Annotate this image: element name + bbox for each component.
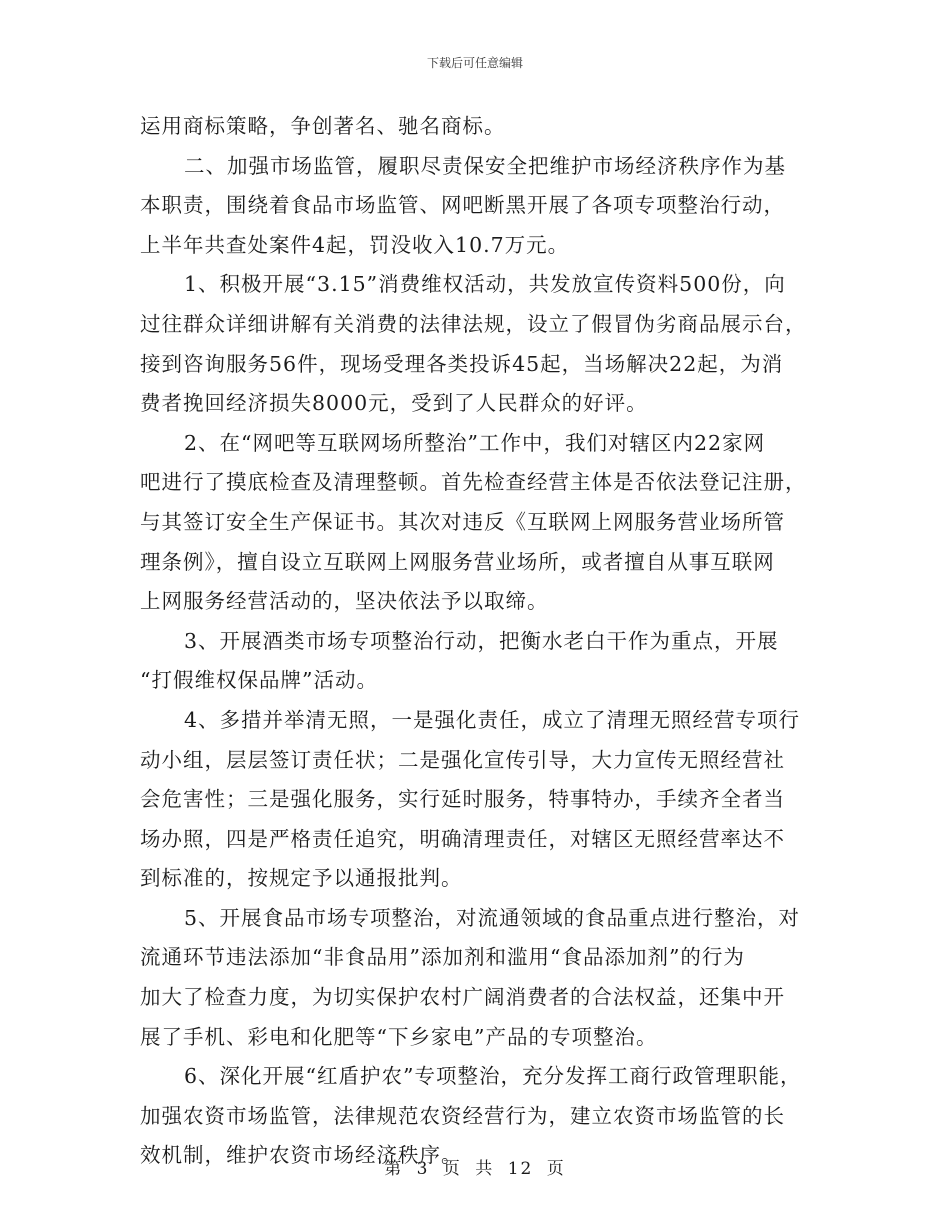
text-line: “打假维权保品牌”活动。 [140, 668, 378, 693]
text-line: 费者挽回经济损失8000元，受到了人民群众的好评。 [140, 391, 648, 416]
text-line: 加强农资市场监管，法律规范农资经营行为，建立农资市场监管的长 [140, 1103, 785, 1128]
text-line: 上网服务经营活动的，坚决依法予以取缔。 [140, 589, 549, 614]
text-line: 理条例》，擅自设立互联网上网服务营业场所，或者擅自从事互联网 [140, 549, 775, 574]
paragraph-start-line: 4、多措并举清无照，一是强化责任，成立了清理无照经营专项行 [184, 707, 801, 732]
paragraph-start-line: 2、在“网吧等互联网场所整治”工作中，我们对辖区内22家网 [184, 430, 766, 455]
paragraph-start-line: 3、开展酒类市场专项整治行动，把衡水老白干作为重点，开展 [184, 628, 779, 653]
paragraph-start-line: 1、积极开展“3.15”消费维权活动，共发放宣传资料500份，向 [184, 272, 786, 297]
text-line: 动小组，层层签订责任状；二是强化宣传引导，大力宣传无照经营社 [140, 747, 785, 772]
page-number-footer: 第 3 页 共 12 页 [384, 1159, 566, 1179]
text-line: 吧进行了摸底检查及清理整顿。首先检查经营主体是否依法登记注册， [140, 470, 807, 495]
text-line: 与其签订安全生产保证书。其次对违反《互联网上网服务营业场所管 [140, 509, 785, 534]
text-line: 效机制，维护农资市场经济秩序。 [140, 1143, 463, 1168]
text-line: 流通环节违法添加“非食品用”添加剂和滥用“食品添加剂”的行为 [140, 945, 745, 970]
text-line: 展了手机、彩电和化肥等“下乡家电”产品的专项整治。 [140, 1024, 658, 1049]
paragraph-start-line: 6、深化开展“红盾护农”专项整治，充分发挥工商行政管理职能， [184, 1064, 802, 1089]
text-line: 过往群众详细讲解有关消费的法律法规，设立了假冒伪劣商品展示台， [140, 311, 807, 336]
text-line: 到标准的，按规定予以通报批判。 [140, 866, 463, 891]
text-line: 上半年共查处案件4起，罚没收入10.7万元。 [140, 232, 570, 257]
text-line: 加大了检查力度，为切实保护农村广阔消费者的合法权益，还集中开 [140, 985, 785, 1010]
text-line: 场办照，四是严格责任追究，明确清理责任，对辖区无照经营率达不 [140, 826, 785, 851]
text-line: 本职责，围绕着食品市场监管、网吧断黑开展了各项专项整治行动， [140, 193, 785, 218]
paragraph-start-line: 二、加强市场监管，履职尽责保安全把维护市场经济秩序作为基 [184, 153, 786, 178]
text-line: 运用商标策略，争创著名、驰名商标。 [140, 114, 506, 138]
text-line: 会危害性；三是强化服务，实行延时服务，特事特办，手续齐全者当 [140, 787, 785, 812]
text-line: 接到咨询服务56件，现场受理各类投诉45起，当场解决22起，为消 [140, 351, 784, 376]
document-body [140, 107, 816, 1176]
page-header: 下载后可任意编辑 [426, 56, 523, 70]
paragraph-start-line: 5、开展食品市场专项整治，对流通领域的食品重点进行整治，对 [184, 905, 801, 930]
